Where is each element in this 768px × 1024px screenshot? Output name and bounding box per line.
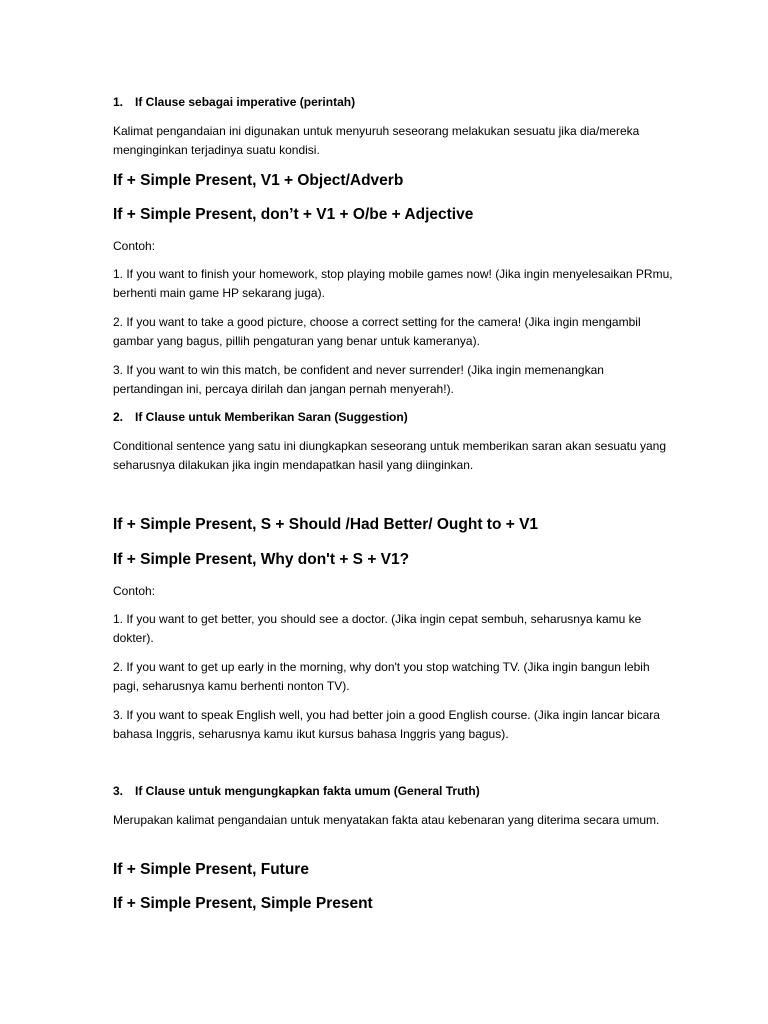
section-number: 2. (113, 410, 124, 424)
section-2-heading (113, 409, 673, 425)
section-2-description: Conditional sentence yang satu ini diungkapkan seseorang untuk memberikan saran akan sesuatu yang seharusnya dilakukan jika ingin mendapatkan hasil yang diinginkan. (113, 439, 667, 472)
section-title: If Clause sebagai imperative (perintah) (135, 95, 356, 109)
example-item: 1. If you want to finish your homework, stop playing mobile games now! (Jika ingin menyelesaikan PRmu, berhenti main game HP sekarang juga). (113, 267, 673, 300)
section-title: If Clause untuk mengungkapkan fakta umum (General Truth) (135, 784, 480, 798)
formula: If + Simple Present, Future (113, 861, 309, 878)
formula: If + Simple Present, Why don't + S + V1? (113, 551, 410, 568)
example-item: 3. If you want to win this match, be confident and never surrender! (Jika ingin memenangkan pertandingan ini, percaya dirilah dan jangan pernah menyerah!). (113, 363, 604, 396)
section-1-description: Kalimat pengandaian ini digunakan untuk menyuruh seseorang melakukan sesuatu jika dia/mereka menginginkan terjadinya suatu kondisi. (113, 124, 640, 157)
examples-label: Contoh: (113, 584, 156, 598)
section-number: 1. (113, 95, 124, 109)
section-3-heading (113, 783, 673, 799)
section-number: 3. (113, 784, 124, 798)
example-item: 2. If you want to take a good picture, choose a correct setting for the camera! (Jika ingin mengambil gambar yang bagus, pillih pengaturan yang benar untuk kameranya). (113, 315, 641, 348)
formula: If + Simple Present, don’t + V1 + O/be + Adjective (113, 206, 474, 223)
example-item: 2. If you want to get up early in the morning, why don't you stop watching TV. (Jika ingin bangun lebih pagi, seharusnya kamu berhenti nonton TV). (113, 660, 650, 693)
example-item: 1. If you want to get better, you should see a doctor. (Jika ingin cepat sembuh, seharusnya kamu ke dokter). (113, 612, 642, 645)
example-item: 3. If you want to speak English well, you had better join a good English course. (Jika ingin lancar bicara bahasa Inggris, seharusnya kamu ikut kursus bahasa Inggris yang bagus). (113, 708, 660, 741)
formula: If + Simple Present, S + Should /Had Better/ Ought to + V1 (113, 516, 539, 533)
examples-label: Contoh: (113, 239, 156, 253)
formula: If + Simple Present, V1 + Object/Adverb (113, 172, 404, 189)
formula: If + Simple Present, Simple Present (113, 895, 373, 912)
section-3-description: Merupakan kalimat pengandaian untuk menyatakan fakta atau kebenaran yang diterima secara umum. (113, 813, 660, 827)
section-title: If Clause untuk Memberikan Saran (Suggestion) (135, 410, 408, 424)
section-1-heading (113, 94, 673, 110)
